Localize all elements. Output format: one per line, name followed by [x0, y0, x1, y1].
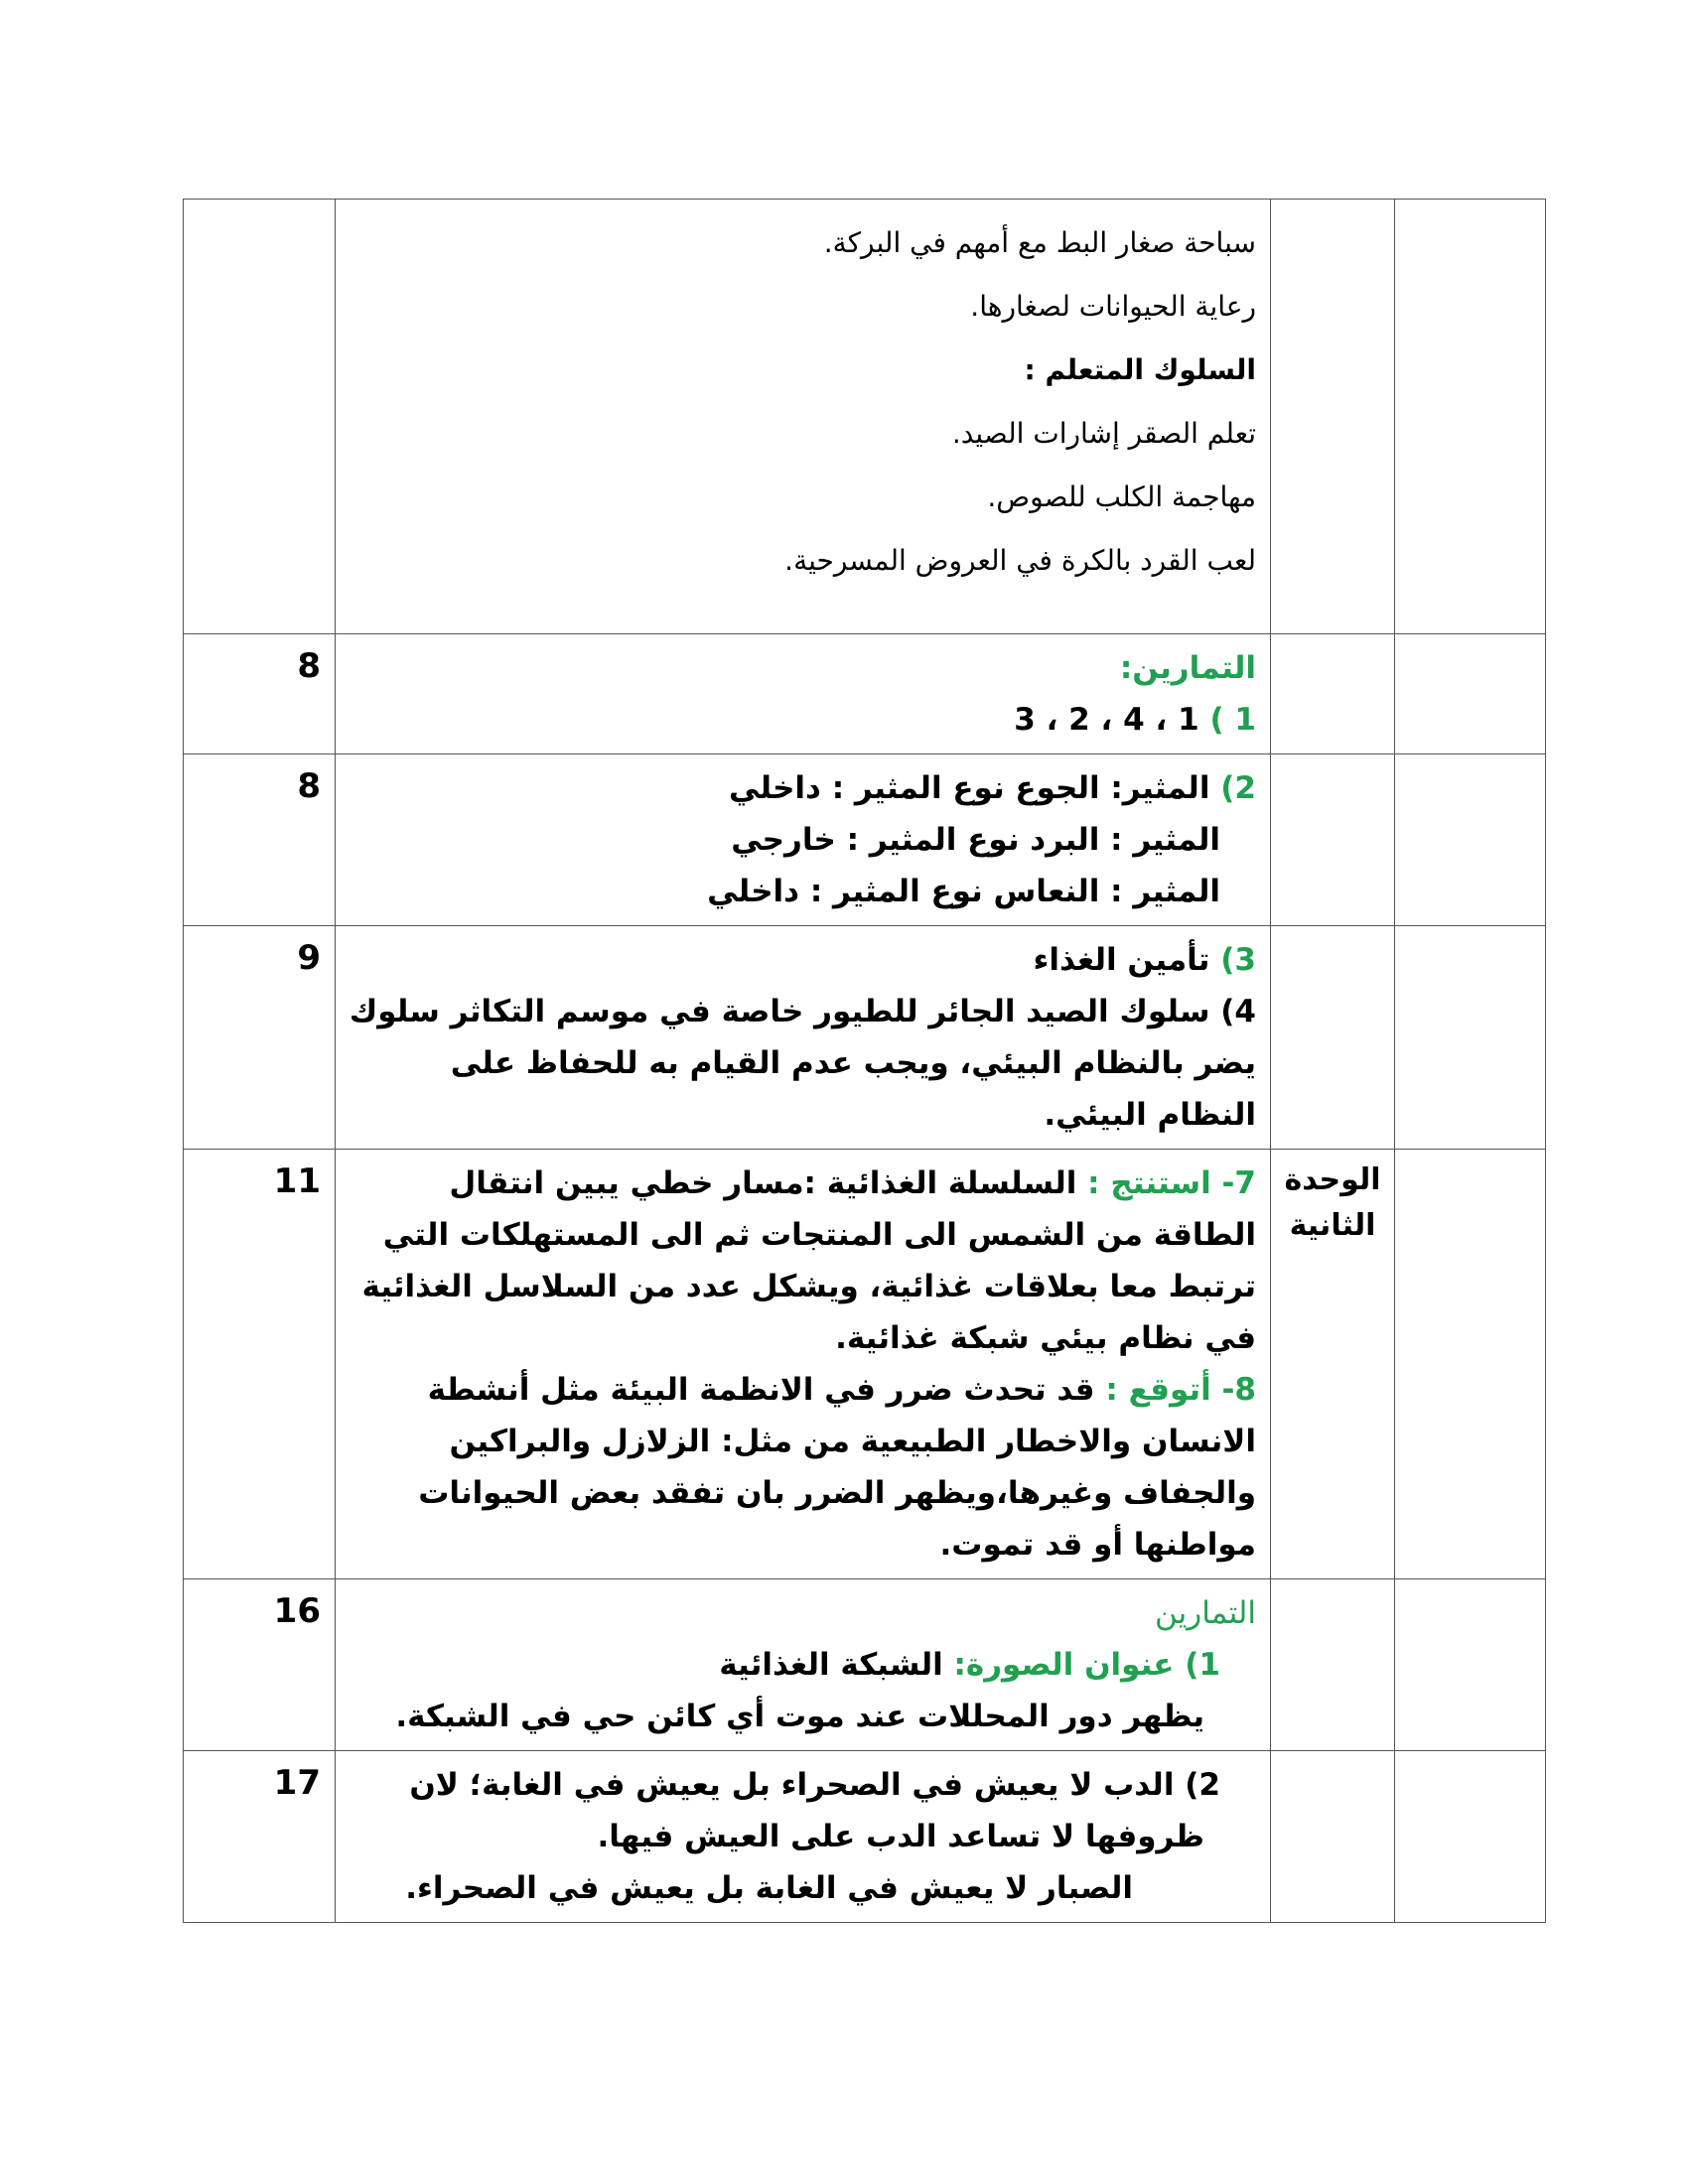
table-row [184, 1751, 1546, 1923]
page-number-cell [184, 200, 336, 634]
content-cell [336, 1150, 1271, 1579]
answer-text: تأمين الغذاء [1033, 942, 1210, 978]
example-line: مهاجمة الكلب للصوص. [987, 480, 1256, 513]
page-number-cell: 9 [184, 926, 336, 1150]
answer-number: 1 ) [1209, 702, 1256, 738]
table-row [184, 754, 1546, 926]
conclude-text: السلسلة الغذائية :مسار خطي يبين انتقال الطاقة من الشمس الى المنتجات ثم الى المستهلكات التي ترتبط معا بعلاقات غذائية، ويشكل عدد من السلاسل الغذائية في نظام بيئي شبكة غذائية. [361, 1165, 1256, 1356]
blank-cell [1395, 1751, 1546, 1923]
content-cell [336, 1751, 1271, 1923]
blank-cell [1395, 926, 1546, 1150]
stimulus-line [348, 762, 1256, 814]
predict-text: قد تحدث ضرر في الانظمة البيئة مثل أنشطة الانسان والاخطار الطبيعية من مثل: الزلازل والبراكين والجفاف وغيرها،ويظهر الضرر بان تفقد بعض الحيوانات مواطنها أو قد تموت. [418, 1372, 1256, 1563]
answer-paragraph: 4) سلوك الصيد الجائر للطيور خاصة في موسم التكاثر سلوك يضر بالنظام البيئي، ويجب عدم القيام به للحفاظ على النظام البيئي. [349, 994, 1256, 1133]
prediction-paragraph [348, 1364, 1256, 1570]
image-title-text: الشبكة الغذائية [719, 1647, 943, 1683]
answer-line: الصبار لا يعيش في الغابة بل يعيش في الصحراء. [405, 1870, 1133, 1906]
answer-order: 1 ، 4 ، 2 ، 3 [1014, 702, 1199, 738]
unit-cell [1271, 754, 1395, 926]
answer-line [348, 934, 1256, 986]
table-row [184, 926, 1546, 1150]
predict-label: 8- أتوقع : [1105, 1372, 1256, 1408]
answer-line: ظروفها لا تساعد الدب على العيش فيها. [597, 1819, 1204, 1854]
answer-table [183, 199, 1546, 1923]
blank-cell [1395, 200, 1546, 634]
image-title-line [348, 1639, 1256, 1691]
blank-cell [1395, 1150, 1546, 1579]
conclude-label: 7- استنتج : [1087, 1165, 1256, 1201]
exercises-heading: التمارين [1155, 1595, 1256, 1631]
question-number: 3) [1220, 942, 1256, 978]
content-cell [336, 1579, 1271, 1751]
answer-line [348, 694, 1256, 746]
content-cell [336, 200, 1271, 634]
blank-cell [1395, 754, 1546, 926]
blank-cell [1395, 1579, 1546, 1751]
table-row [184, 1579, 1546, 1751]
answer-text: الدب لا يعيش في الصحراء بل يعيش في الغابة؛ لان [409, 1767, 1175, 1803]
answer-line [348, 1759, 1256, 1811]
unit-cell [1271, 200, 1395, 634]
unit-cell [1271, 1751, 1395, 1923]
page-number-cell: 8 [184, 634, 336, 754]
unit-cell [1271, 926, 1395, 1150]
image-title-label: 1) عنوان الصورة: [953, 1647, 1220, 1683]
unit-cell: الوحدة الثانية [1271, 1150, 1395, 1579]
example-line: رعاية الحيوانات لصغارها. [970, 290, 1256, 323]
page-number-cell: 16 [184, 1579, 336, 1751]
page-number-cell: 11 [184, 1150, 336, 1579]
example-line: تعلم الصقر إشارات الصيد. [951, 417, 1256, 450]
learned-behavior-heading: السلوك المتعلم : [1024, 353, 1256, 386]
table-row [184, 200, 1546, 634]
stimulus-line: المثير : النعاس نوع المثير : داخلي [707, 874, 1220, 909]
exercises-heading: التمارين: [1119, 650, 1256, 686]
stimulus-line: المثير : البرد نوع المثير : خارجي [731, 822, 1220, 858]
question-number: 2) [1220, 770, 1256, 806]
table-row [184, 634, 1546, 754]
unit-cell [1271, 634, 1395, 754]
content-cell [336, 634, 1271, 754]
stimulus-text: المثير: الجوع نوع المثير : داخلي [729, 770, 1210, 806]
page-number-cell: 8 [184, 754, 336, 926]
answer-line: يظهر دور المحللات عند موت أي كائن حي في الشبكة. [395, 1699, 1204, 1734]
blank-cell [1395, 634, 1546, 754]
content-cell [336, 754, 1271, 926]
table-row [184, 1150, 1546, 1579]
content-cell [336, 926, 1271, 1150]
conclusion-paragraph [348, 1158, 1256, 1364]
page-number-cell: 17 [184, 1751, 336, 1923]
example-line: سباحة صغار البط مع أمهم في البركة. [823, 226, 1256, 259]
example-line: لعب القرد بالكرة في العروض المسرحية. [784, 544, 1256, 577]
unit-cell [1271, 1579, 1395, 1751]
question-number: 2) [1185, 1767, 1220, 1803]
